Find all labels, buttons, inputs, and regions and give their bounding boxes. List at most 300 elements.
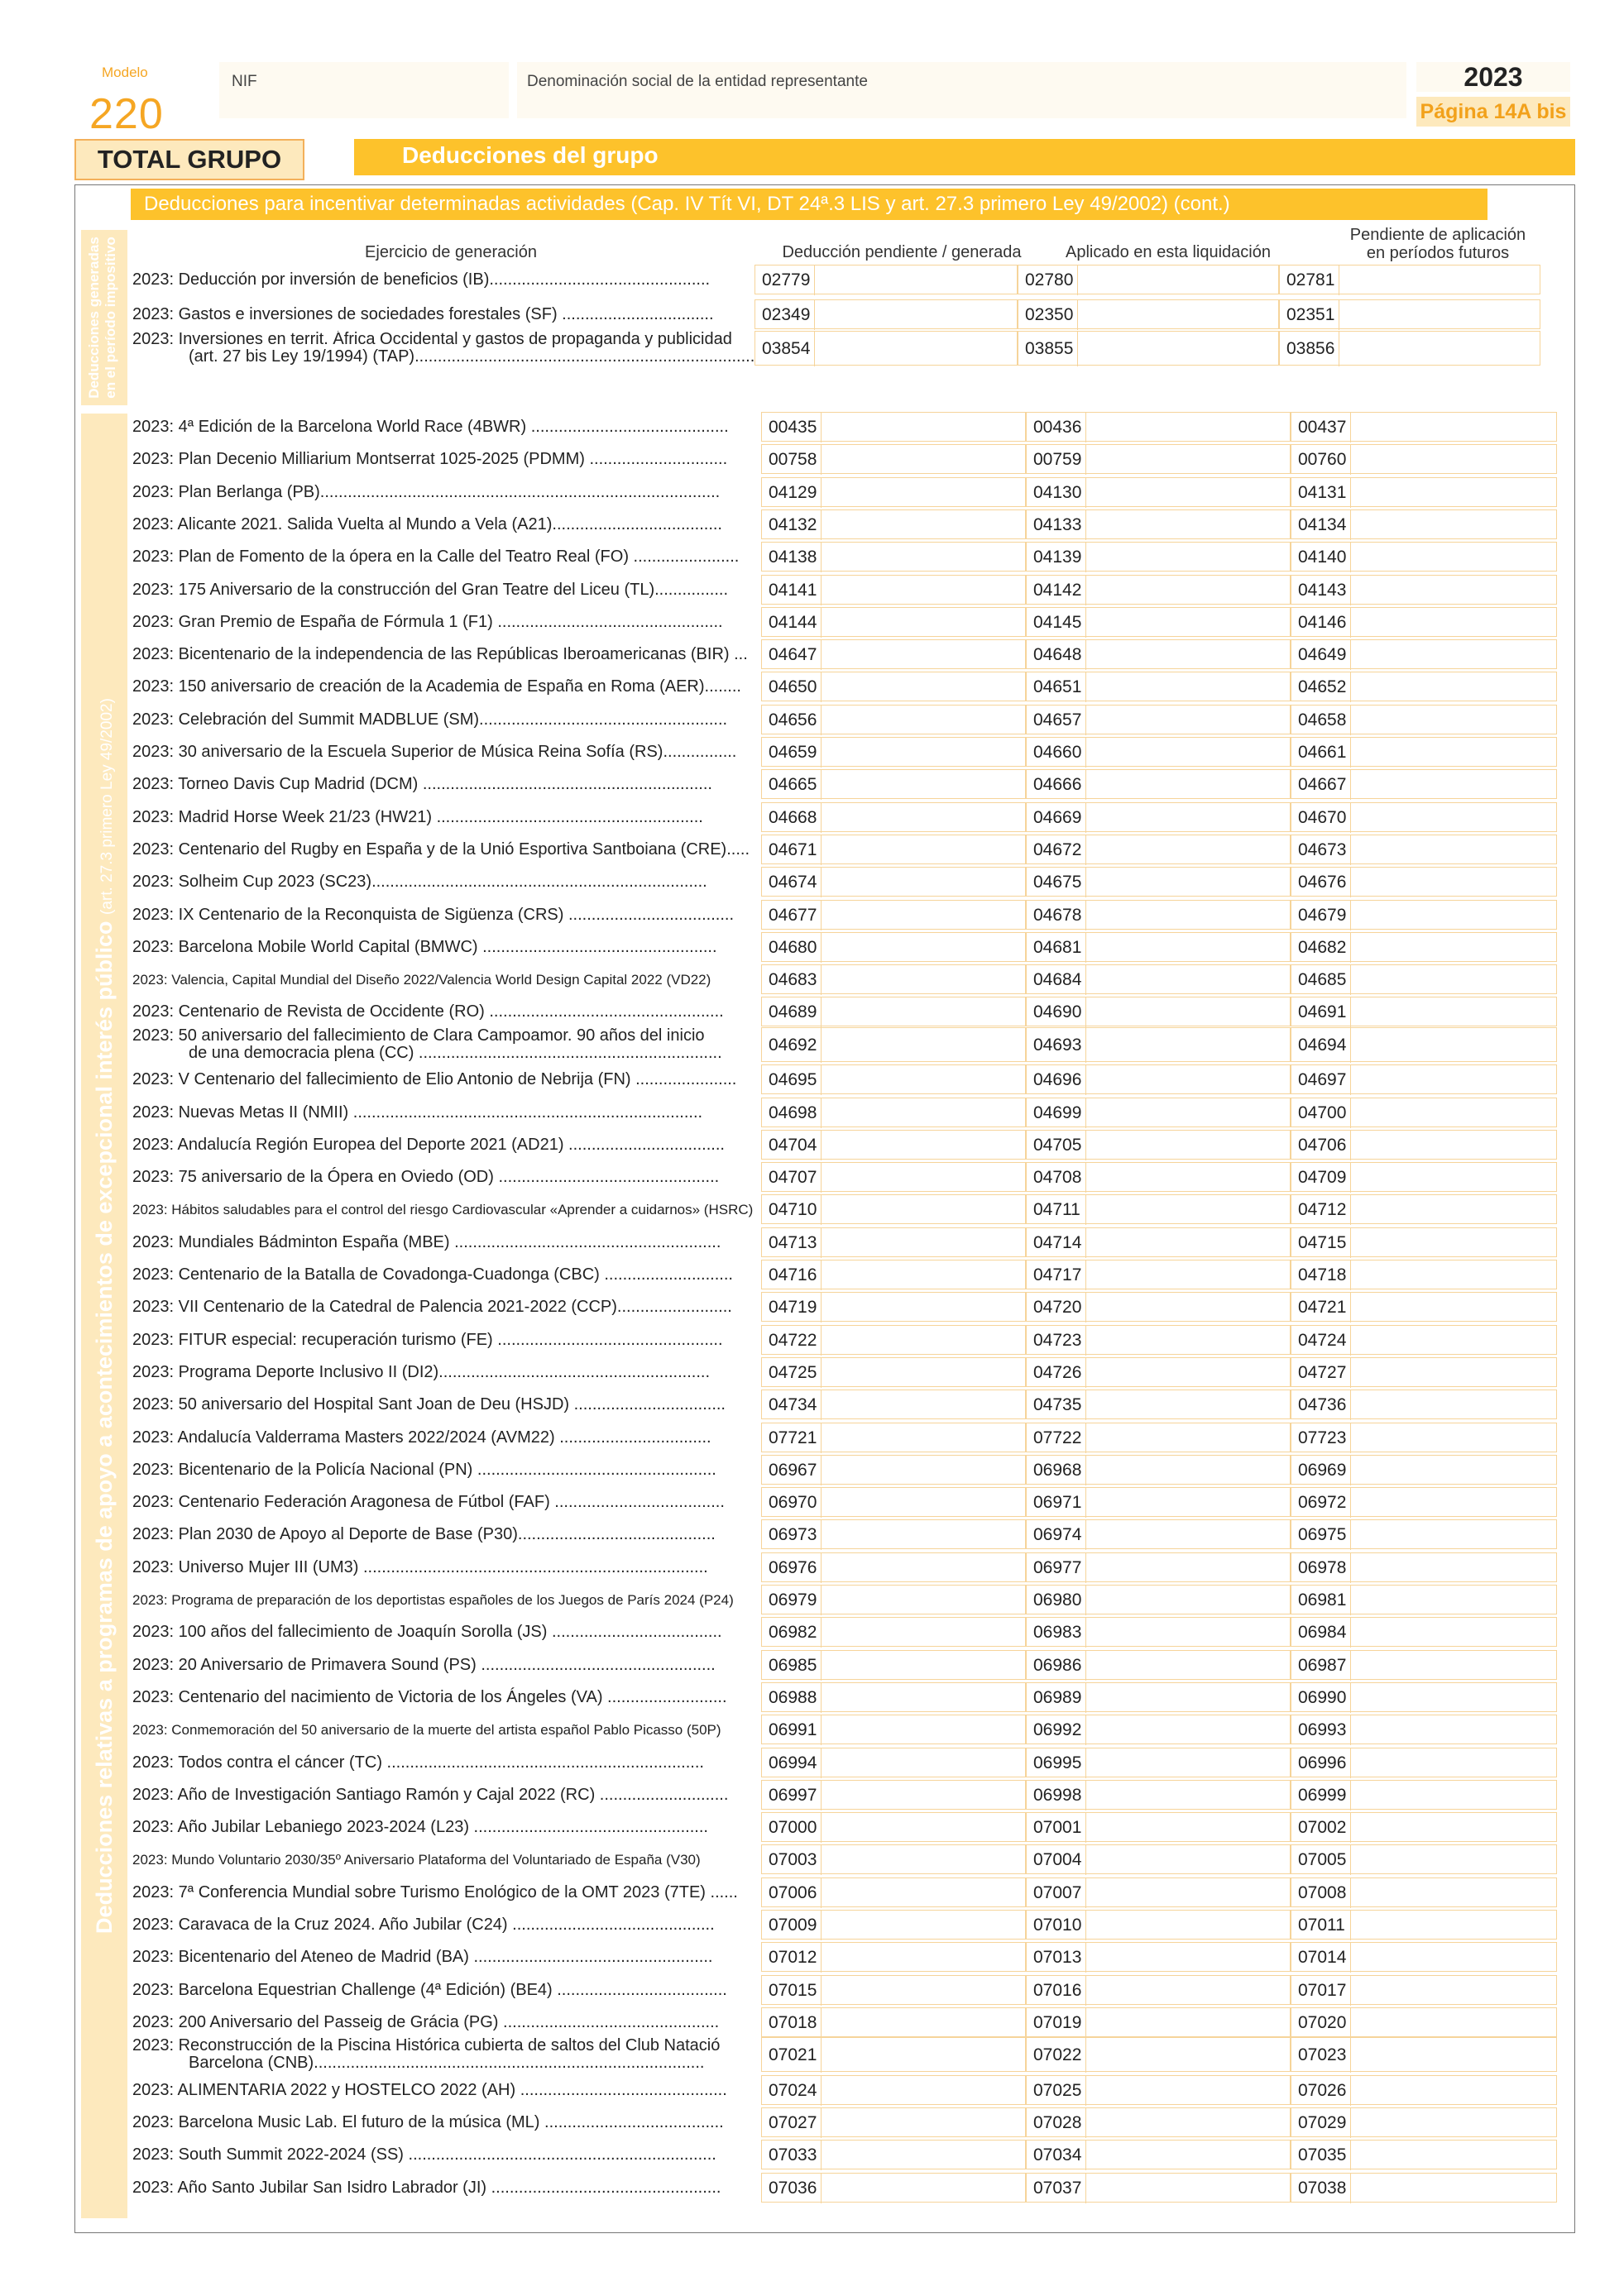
amount-input-c3[interactable] <box>1279 299 1540 329</box>
row-label <box>132 2107 755 2137</box>
amount-input-c1[interactable] <box>761 1455 1026 1485</box>
box-code: 04721 <box>1291 1293 1351 1323</box>
box-code: 04673 <box>1291 835 1351 865</box>
row-label <box>132 1162 755 1192</box>
amount-input-c2[interactable] <box>1026 1130 1291 1160</box>
amount-input-c1[interactable] <box>761 737 1026 767</box>
amount-input-c1[interactable] <box>761 1748 1026 1777</box>
amount-input-c2[interactable] <box>1026 1844 1291 1874</box>
box-code: 07012 <box>762 1943 822 1973</box>
amount-input-c3[interactable] <box>1291 900 1557 930</box>
table-row <box>132 705 1557 734</box>
amount-input-c1[interactable] <box>761 607 1026 637</box>
amount-input-c1[interactable] <box>761 542 1026 572</box>
amount-input-c3[interactable] <box>1291 509 1557 539</box>
box-code: 00758 <box>762 445 822 475</box>
amount-input-c2[interactable] <box>1026 607 1291 637</box>
row-label-text: 2023: 175 Aniversario de la construcción del Gran Teatre del Liceu (TL)................ <box>132 580 729 599</box>
amount-input-c3[interactable] <box>1291 444 1557 474</box>
amount-input-c2[interactable] <box>1026 2107 1291 2137</box>
box-code: 04720 <box>1027 1293 1086 1323</box>
box-code: 04657 <box>1027 706 1086 735</box>
box-code: 07028 <box>1027 2108 1086 2138</box>
amount-input-c2[interactable] <box>1026 932 1291 962</box>
amount-input-c2[interactable] <box>1026 1027 1291 1062</box>
box-code: 04133 <box>1027 510 1086 540</box>
amount-input-c1[interactable] <box>761 1487 1026 1517</box>
amount-input-c2[interactable] <box>1026 1552 1291 1582</box>
amount-input-c1[interactable] <box>761 575 1026 605</box>
amount-input-c3[interactable] <box>1291 1650 1557 1680</box>
amount-input-c2[interactable] <box>1026 1715 1291 1744</box>
amount-input-c3[interactable] <box>1291 1130 1557 1160</box>
amount-input-c3[interactable] <box>1291 1617 1557 1647</box>
row-label-text: 2023: FITUR especial: recuperación turismo (FE) ................................................. <box>132 1330 723 1349</box>
amount-input-c1[interactable] <box>761 1650 1026 1680</box>
amount-input-c1[interactable] <box>761 964 1026 994</box>
amount-input-c1[interactable] <box>761 705 1026 734</box>
amount-input-c1[interactable] <box>761 639 1026 669</box>
amount-input-c3[interactable] <box>1291 1585 1557 1614</box>
amount-input-c2[interactable] <box>1026 1780 1291 1810</box>
amount-input-c3[interactable] <box>1291 2140 1557 2169</box>
box-code: 07023 <box>1291 2038 1351 2073</box>
box-code: 04723 <box>1027 1326 1086 1356</box>
amount-input-c1[interactable] <box>761 2107 1026 2137</box>
amount-input-c1[interactable] <box>761 1162 1026 1192</box>
table-row <box>132 1552 1557 1582</box>
box-code: 04140 <box>1291 543 1351 572</box>
box-code: 06968 <box>1027 1456 1086 1485</box>
amount-input-c2[interactable] <box>1026 1423 1291 1452</box>
amount-input-c1[interactable] <box>761 932 1026 962</box>
amount-input-c1[interactable] <box>761 900 1026 930</box>
table-row <box>132 1194 1557 1224</box>
row-label-text: 2023: 50 aniversario del Hospital Sant Joan de Deu (HSJD) ................................. <box>132 1395 726 1414</box>
amount-input-c1[interactable] <box>761 444 1026 474</box>
box-code: 04649 <box>1291 640 1351 670</box>
row-label-text: 2023: Madrid Horse Week 21/23 (HW21) .......................................................... <box>132 807 703 826</box>
amount-input-c1[interactable] <box>761 835 1026 864</box>
amount-input-c3[interactable] <box>1291 1877 1557 1907</box>
amount-input-c2[interactable] <box>1026 1194 1291 1224</box>
box-code: 07015 <box>762 1976 822 2006</box>
amount-input-c3[interactable] <box>1291 1227 1557 1257</box>
amount-input-c3[interactable] <box>1291 1910 1557 1940</box>
amount-input-c1[interactable] <box>761 2007 1026 2037</box>
table-row <box>132 331 1557 366</box>
amount-input-c2[interactable] <box>1026 1455 1291 1485</box>
amount-input-c2[interactable] <box>1018 299 1279 329</box>
row-label-line1: 2023: 50 aniversario del fallecimiento de Clara Campoamor. 90 años del inicio <box>132 1026 705 1045</box>
amount-input-c2[interactable] <box>1018 265 1279 294</box>
amount-input-c1[interactable] <box>761 1098 1026 1127</box>
box-code: 06992 <box>1027 1715 1086 1745</box>
amount-input-c3[interactable] <box>1291 1715 1557 1744</box>
row-label <box>132 997 755 1026</box>
amount-input-c1[interactable] <box>761 1423 1026 1452</box>
amount-input-c3[interactable] <box>1291 1390 1557 1419</box>
row-label <box>132 2007 755 2037</box>
amount-input-c1[interactable] <box>761 769 1026 799</box>
amount-input-c1[interactable] <box>761 1390 1026 1419</box>
box-code: 04146 <box>1291 608 1351 638</box>
box-code: 07022 <box>1027 2038 1086 2073</box>
amount-input-c3[interactable] <box>1291 705 1557 734</box>
amount-input-c3[interactable] <box>1291 2007 1557 2037</box>
box-code: 04736 <box>1291 1390 1351 1420</box>
amount-input-c3[interactable] <box>1291 1780 1557 1810</box>
amount-input-c3[interactable] <box>1291 802 1557 832</box>
amount-input-c1[interactable] <box>761 2173 1026 2203</box>
box-code: 02351 <box>1280 300 1339 330</box>
side-label-top-line2: en el período impositivo <box>103 237 118 399</box>
row-label <box>132 477 755 507</box>
row-label <box>132 1748 755 1777</box>
row-label-line2: (art. 27 bis Ley 19/1994) (TAP).......................................................................... <box>189 348 755 366</box>
box-code: 07036 <box>762 2174 822 2203</box>
row-label-text: 2023: V Centenario del fallecimiento de Elio Antonio de Nebrija (FN) ...................... <box>132 1070 737 1089</box>
box-code: 07034 <box>1027 2141 1086 2170</box>
amount-input-c2[interactable] <box>1026 737 1291 767</box>
amount-input-c3[interactable] <box>1291 607 1557 637</box>
amount-input-c3[interactable] <box>1291 1748 1557 1777</box>
amount-input-c2[interactable] <box>1026 1487 1291 1517</box>
amount-input-c2[interactable] <box>1026 575 1291 605</box>
amount-input-c1[interactable] <box>761 509 1026 539</box>
amount-input-c3[interactable] <box>1291 1812 1557 1842</box>
table-row <box>132 1260 1557 1289</box>
amount-input-c2[interactable] <box>1026 2037 1291 2072</box>
amount-input-c1[interactable] <box>761 1942 1026 1972</box>
amount-input-c2[interactable] <box>1026 1877 1291 1907</box>
row-label <box>132 1325 755 1355</box>
amount-input-c3[interactable] <box>1291 575 1557 605</box>
box-code: 04689 <box>762 997 822 1027</box>
box-code: 02350 <box>1018 300 1078 330</box>
amount-input-c3[interactable] <box>1291 1098 1557 1127</box>
row-label <box>132 672 755 701</box>
amount-input-c2[interactable] <box>1026 1812 1291 1842</box>
amount-input-c2[interactable] <box>1026 705 1291 734</box>
amount-input-c3[interactable] <box>1291 477 1557 507</box>
amount-input-c1[interactable] <box>761 1292 1026 1322</box>
amount-input-c2[interactable] <box>1026 997 1291 1026</box>
box-code: 04676 <box>1291 868 1351 897</box>
modelo-number: 220 <box>89 90 164 138</box>
row-label <box>132 1260 755 1289</box>
amount-input-c3[interactable] <box>1291 964 1557 994</box>
amount-input-c3[interactable] <box>1291 997 1557 1026</box>
amount-input-c2[interactable] <box>1026 2173 1291 2203</box>
box-code: 06970 <box>762 1488 822 1518</box>
table-row <box>132 769 1557 799</box>
box-code: 04717 <box>1027 1260 1086 1290</box>
table-row <box>132 1682 1557 1712</box>
row-label-text: 2023: Nuevas Metas II (NMII) ............................................................................ <box>132 1103 703 1122</box>
amount-input-c2[interactable] <box>1026 802 1291 832</box>
amount-input-c2[interactable] <box>1026 835 1291 864</box>
table-row <box>132 509 1557 539</box>
box-code: 06987 <box>1291 1651 1351 1681</box>
amount-input-c3[interactable] <box>1291 1942 1557 1972</box>
box-code: 04145 <box>1027 608 1086 638</box>
box-code: 04707 <box>762 1163 822 1193</box>
box-code: 06994 <box>762 1748 822 1778</box>
box-code: 07029 <box>1291 2108 1351 2138</box>
box-code: 04679 <box>1291 901 1351 930</box>
amount-input-c1[interactable] <box>761 1519 1026 1549</box>
amount-input-c2[interactable] <box>1026 1325 1291 1355</box>
row-label-text: 2023: ALIMENTARIA 2022 y HOSTELCO 2022 (AH) ............................................. <box>132 2080 727 2099</box>
box-code: 04726 <box>1027 1358 1086 1388</box>
amount-input-c3[interactable] <box>1279 265 1540 294</box>
row-label <box>132 299 755 329</box>
amount-input-c2[interactable] <box>1026 964 1291 994</box>
amount-input-c1[interactable] <box>761 1130 1026 1160</box>
amount-input-c2[interactable] <box>1026 900 1291 930</box>
box-code: 04669 <box>1027 803 1086 833</box>
nif-field[interactable] <box>219 62 509 118</box>
row-label <box>132 2140 755 2169</box>
amount-input-c2[interactable] <box>1026 1942 1291 1972</box>
amount-input-c3[interactable] <box>1291 1064 1557 1094</box>
amount-input-c3[interactable] <box>1291 412 1557 442</box>
amount-input-c1[interactable] <box>761 1325 1026 1355</box>
box-code: 06976 <box>762 1553 822 1583</box>
amount-input-c1[interactable] <box>755 331 1018 366</box>
amount-input-c3[interactable] <box>1291 672 1557 701</box>
amount-input-c1[interactable] <box>761 1780 1026 1810</box>
box-code: 04693 <box>1027 1028 1086 1063</box>
amount-input-c3[interactable] <box>1291 867 1557 897</box>
amount-input-c3[interactable] <box>1291 639 1557 669</box>
amount-input-c2[interactable] <box>1026 1519 1291 1549</box>
box-code: 07021 <box>762 2038 822 2073</box>
amount-input-c3[interactable] <box>1291 1552 1557 1582</box>
amount-input-c2[interactable] <box>1026 1064 1291 1094</box>
row-label-text: 2023: Gastos e inversiones de sociedades forestales (SF) ................................. <box>132 305 714 323</box>
row-label-text: 2023: 4ª Edición de la Barcelona World Race (4BWR) ........................................... <box>132 418 729 436</box>
row-label <box>132 639 755 669</box>
box-code: 07024 <box>762 2076 822 2106</box>
amount-input-c3[interactable] <box>1291 1260 1557 1289</box>
box-code: 04698 <box>762 1098 822 1128</box>
box-code: 04722 <box>762 1326 822 1356</box>
amount-input-c2[interactable] <box>1026 1682 1291 1712</box>
amount-input-c2[interactable] <box>1026 1650 1291 1680</box>
amount-input-c3[interactable] <box>1291 1975 1557 2005</box>
amount-input-c2[interactable] <box>1026 1357 1291 1387</box>
amount-input-c2[interactable] <box>1026 1748 1291 1777</box>
row-label <box>132 705 755 734</box>
box-code: 04651 <box>1027 672 1086 702</box>
amount-input-c3[interactable] <box>1291 1423 1557 1452</box>
row-label <box>132 769 755 799</box>
amount-input-c1[interactable] <box>761 802 1026 832</box>
amount-input-c2[interactable] <box>1026 639 1291 669</box>
box-code: 07018 <box>762 2008 822 2038</box>
box-code: 04648 <box>1027 640 1086 670</box>
amount-input-c2[interactable] <box>1026 412 1291 442</box>
box-code: 07723 <box>1291 1423 1351 1453</box>
row-label <box>132 444 755 474</box>
table-row <box>132 575 1557 605</box>
box-code: 04660 <box>1027 738 1086 768</box>
amount-input-c1[interactable] <box>755 299 1018 329</box>
amount-input-c3[interactable] <box>1291 542 1557 572</box>
amount-input-c3[interactable] <box>1291 1162 1557 1192</box>
amount-input-c3[interactable] <box>1279 331 1540 366</box>
amount-input-c3[interactable] <box>1291 2075 1557 2105</box>
row-label <box>132 2173 755 2203</box>
row-label <box>132 1292 755 1322</box>
amount-input-c1[interactable] <box>761 867 1026 897</box>
amount-input-c1[interactable] <box>761 1585 1026 1614</box>
row-label <box>132 265 755 294</box>
amount-input-c1[interactable] <box>761 412 1026 442</box>
amount-input-c2[interactable] <box>1026 542 1291 572</box>
amount-input-c2[interactable] <box>1026 1617 1291 1647</box>
box-code: 04647 <box>762 640 822 670</box>
amount-input-c2[interactable] <box>1026 2140 1291 2169</box>
amount-input-c1[interactable] <box>761 1260 1026 1289</box>
amount-input-c3[interactable] <box>1291 1844 1557 1874</box>
row-label-line1: 2023: Inversiones en territ. África Occidental y gastos de propaganda y publicidad <box>132 331 732 348</box>
row-label-text: 2023: Bicentenario de la independencia de las Repúblicas Iberoamericanas (BIR) ... <box>132 645 748 664</box>
box-code: 04727 <box>1291 1358 1351 1388</box>
amount-input-c1[interactable] <box>755 265 1018 294</box>
row-label-text: 2023: Universo Mujer III (UM3) ........................................................................... <box>132 1557 708 1576</box>
amount-input-c2[interactable] <box>1018 331 1279 366</box>
amount-input-c2[interactable] <box>1026 1585 1291 1614</box>
amount-input-c1[interactable] <box>761 2075 1026 2105</box>
row-label-line1: 2023: Reconstrucción de la Piscina Histórica cubierta de saltos del Club Natació <box>132 2037 721 2055</box>
amount-input-c3[interactable] <box>1291 769 1557 799</box>
row-label-text: 2023: Programa Deporte Inclusivo II (DI2)........................................................... <box>132 1362 711 1381</box>
box-code: 07001 <box>1027 1813 1086 1843</box>
amount-input-c2[interactable] <box>1026 509 1291 539</box>
box-code: 06996 <box>1291 1748 1351 1778</box>
amount-input-c1[interactable] <box>761 1844 1026 1874</box>
box-code: 04652 <box>1291 672 1351 702</box>
box-code: 06969 <box>1291 1456 1351 1485</box>
amount-input-c1[interactable] <box>761 1064 1026 1094</box>
row-label-text: 2023: Gran Premio de España de Fórmula 1 (F1) ................................................. <box>132 612 723 631</box>
amount-input-c2[interactable] <box>1026 1910 1291 1940</box>
amount-input-c1[interactable] <box>761 1975 1026 2005</box>
amount-input-c3[interactable] <box>1291 1292 1557 1322</box>
amount-input-c1[interactable] <box>761 1910 1026 1940</box>
amount-input-c1[interactable] <box>761 1812 1026 1842</box>
amount-input-c2[interactable] <box>1026 1390 1291 1419</box>
amount-input-c3[interactable] <box>1291 932 1557 962</box>
amount-input-c2[interactable] <box>1026 1292 1291 1322</box>
amount-input-c3[interactable] <box>1291 2037 1557 2072</box>
amount-input-c2[interactable] <box>1026 1227 1291 1257</box>
box-code: 04682 <box>1291 933 1351 963</box>
box-code: 06993 <box>1291 1715 1351 1745</box>
amount-input-c2[interactable] <box>1026 2007 1291 2037</box>
amount-input-c1[interactable] <box>761 997 1026 1026</box>
box-code: 04699 <box>1027 1098 1086 1128</box>
box-code: 04132 <box>762 510 822 540</box>
table-row <box>132 1357 1557 1387</box>
box-code: 06967 <box>762 1456 822 1485</box>
table-row <box>132 1585 1557 1614</box>
amount-input-c3[interactable] <box>1291 2107 1557 2137</box>
amount-input-c3[interactable] <box>1291 2173 1557 2203</box>
amount-input-c1[interactable] <box>761 2037 1026 2072</box>
side-label-top <box>81 230 127 405</box>
table-row <box>132 2007 1557 2037</box>
box-code: 04144 <box>762 608 822 638</box>
amount-input-c1[interactable] <box>761 1877 1026 1907</box>
amount-input-c3[interactable] <box>1291 835 1557 864</box>
row-label-text: 2023: Alicante 2021. Salida Vuelta al Mundo a Vela (A21)..................................... <box>132 514 722 533</box>
amount-input-c1[interactable] <box>761 1682 1026 1712</box>
amount-input-c3[interactable] <box>1291 1194 1557 1224</box>
box-code: 04709 <box>1291 1163 1351 1193</box>
table-row <box>132 900 1557 930</box>
amount-input-c2[interactable] <box>1026 672 1291 701</box>
amount-input-c2[interactable] <box>1026 1260 1291 1289</box>
amount-input-c2[interactable] <box>1026 867 1291 897</box>
box-code: 04734 <box>762 1390 822 1420</box>
amount-input-c2[interactable] <box>1026 444 1291 474</box>
table-row <box>132 1519 1557 1549</box>
amount-input-c1[interactable] <box>761 1227 1026 1257</box>
row-label-text: 2023: Centenario del nacimiento de Victoria de los Ángeles (VA) .......................... <box>132 1687 727 1706</box>
amount-input-c3[interactable] <box>1291 1455 1557 1485</box>
amount-input-c1[interactable] <box>761 1027 1026 1062</box>
box-code: 04724 <box>1291 1326 1351 1356</box>
amount-input-c2[interactable] <box>1026 2075 1291 2105</box>
box-code: 06974 <box>1027 1520 1086 1550</box>
amount-input-c3[interactable] <box>1291 1357 1557 1387</box>
box-code: 06982 <box>762 1618 822 1648</box>
box-code: 04138 <box>762 543 822 572</box>
amount-input-c2[interactable] <box>1026 477 1291 507</box>
amount-input-c2[interactable] <box>1026 1162 1291 1192</box>
box-code: 07004 <box>1027 1845 1086 1875</box>
amount-input-c2[interactable] <box>1026 769 1291 799</box>
box-code: 06991 <box>762 1715 822 1745</box>
amount-input-c3[interactable] <box>1291 1487 1557 1517</box>
amount-input-c1[interactable] <box>761 1357 1026 1387</box>
col-header-aplicado: Aplicado en esta liquidación <box>1066 243 1271 261</box>
amount-input-c1[interactable] <box>761 1194 1026 1224</box>
amount-input-c1[interactable] <box>761 2140 1026 2169</box>
amount-input-c1[interactable] <box>761 1552 1026 1582</box>
amount-input-c1[interactable] <box>761 1617 1026 1647</box>
box-code: 07014 <box>1291 1943 1351 1973</box>
row-label <box>132 900 755 930</box>
box-code: 07003 <box>762 1845 822 1875</box>
amount-input-c3[interactable] <box>1291 1027 1557 1062</box>
amount-input-c1[interactable] <box>761 1715 1026 1744</box>
amount-input-c1[interactable] <box>761 477 1026 507</box>
amount-input-c3[interactable] <box>1291 1682 1557 1712</box>
amount-input-c3[interactable] <box>1291 1519 1557 1549</box>
amount-input-c2[interactable] <box>1026 1975 1291 2005</box>
amount-input-c2[interactable] <box>1026 1098 1291 1127</box>
amount-input-c1[interactable] <box>761 672 1026 701</box>
box-code: 07721 <box>762 1423 822 1453</box>
amount-input-c3[interactable] <box>1291 737 1557 767</box>
amount-input-c3[interactable] <box>1291 1325 1557 1355</box>
row-label <box>132 1682 755 1712</box>
